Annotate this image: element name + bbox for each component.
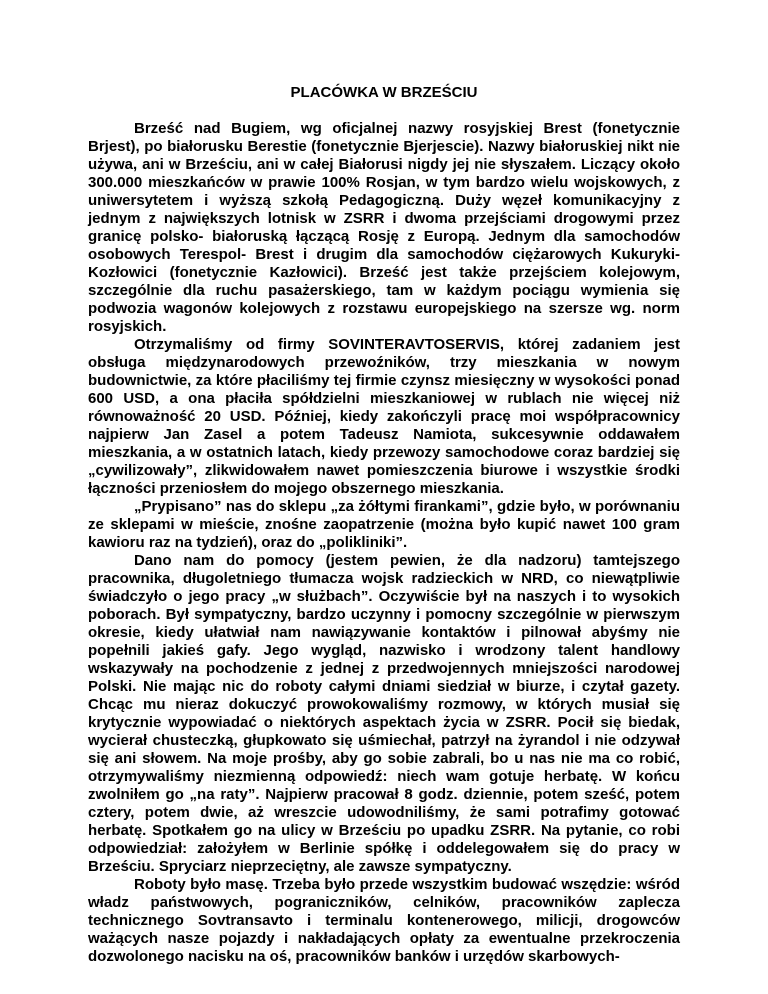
document-title: PLACÓWKA W BRZEŚCIU <box>290 84 478 101</box>
paragraph-1: Brześć nad Bugiem, wg oficjalnej nazwy rosyjskiej Brest (fonetycznie Brjest), po białorusku Berestie (fonetycznie Bjerjescie). Nazwy białoruskiej nikt nie używa, ani w Brześciu, ani w całej Białorusi nigdy jej nie słyszałem. Liczący około 300.000 mieszkańców w prawie 100% Rosjan, w tym bardzo wielu wojskowych, z uniwersytetem i wyższą szkołą Pedagogiczną. Duży węzeł komunikacyjny z jednym z największych lotnisk w ZSRR i dwoma przejściami drogowymi przez granicę polsko- białoruską łączącą Rosję z Europą. Jednym dla samochodów osobowych Terespol- Brest i drugim dla samochodów ciężarowych Kukuryki- Kozłowici (fonetycznie Kazłowici). Brześć jest także przejściem kolejowym, szczególnie dla ruchu pasażerskiego, tam w każdym pociągu wymienia się podwozia wagonów kolejowych z rozstawu europejskiego na szersze wg. norm rosyjskich. <box>88 120 680 335</box>
paragraph-3: „Prypisano” nas do sklepu „za żółtymi firankami”, gdzie było, w porównaniu ze sklepami w mieście, znośne zaopatrzenie (można było kupić nawet 100 gram kawioru raz na tydzień), oraz do „polikliniki”. <box>88 498 680 551</box>
paragraph-4: Dano nam do pomocy (jestem pewien, że dla nadzoru) tamtejszego pracownika, długoletniego tłumacza wojsk radzieckich w NRD, co niewątpliwie świadczyło o jego pracy „w służbach”. Oczywiście był na naszych i to wysokich poborach. Był sympatyczny, bardzo uczynny i pomocny szczególnie w pierwszym okresie, kiedy ułatwiał nam nawiązywanie kontaktów i pilnował abyśmy nie popełnili jakieś gafy. Jego wygląd, nazwisko i wrodzony talent handlowy wskazywały na pochodzenie z jednej z przedwojennych mniejszości narodowej Polski. Nie mając nic do roboty całymi dniami siedział w biurze, i czytał gazety. Chcąc mu nieraz dokuczyć prowokowaliśmy rozmowy, w których musiał się krytycznie wypowiadać o niektórych aspektach życia w ZSRR. Pocił się biedak, wycierał chusteczką, głupkowato się uśmiechał, patrzył na żyrandol i nie odzywał się ani słowem. Na moje prośby, aby go sobie zabrali, bo u nas nie ma co robić, otrzymywaliśmy niezmienną odpowiedź: niech wam gotuje herbatę. W końcu zwolniłem go „na raty”. Najpierw pracował 8 godz. dziennie, potem sześć, potem cztery, potem dwie, aż wreszcie udowodniliśmy, że sami potrafimy gotować herbatę. Spotkałem go na ulicy w Brześciu po upadku ZSRR. Na pytanie, co robi odpowiedział: założyłem w Berlinie spółkę i oddelegowałem się do pracy w Brześciu. Spryciarz nieprzeciętny, ale zawsze sympatyczny. <box>88 552 680 875</box>
document-body <box>88 84 680 966</box>
paragraph-5: Roboty było masę. Trzeba było przede wszystkim budować wszędzie: wśród władz państwowych, pograniczników, celników, pracowników zaplecza technicznego Sovtransavto i terminalu kontenerowego, milicji, drogowców ważących nasze pojazdy i nakładających opłaty za ewentualne przekroczenia dozwolonego nacisku na oś, pracowników banków i urzędów skarbowych- <box>88 876 680 965</box>
paragraph-2: Otrzymaliśmy od firmy SOVINTERAVTOSERVIS, której zadaniem jest obsługa międzynarodowych przewoźników, trzy mieszkania w nowym budownictwie, za które płaciliśmy tej firmie czynsz miesięczny w wysokości ponad 600 USD, a ona płaciła spółdzielni mieszkaniowej w rublach nie więcej niż równoważność 20 USD. Później, kiedy zakończyli pracę moi współpracownicy najpierw Jan Zasel a potem Tadeusz Namiota, sukcesywnie oddawałem mieszkania, a w ostatnich latach, kiedy przewozy samochodowe coraz bardziej się „cywilizowały”, zlikwidowałem nawet pomieszczenia biurowe i wszystkie środki łączności przeniosłem do mojego obszernego mieszkania. <box>88 336 680 497</box>
